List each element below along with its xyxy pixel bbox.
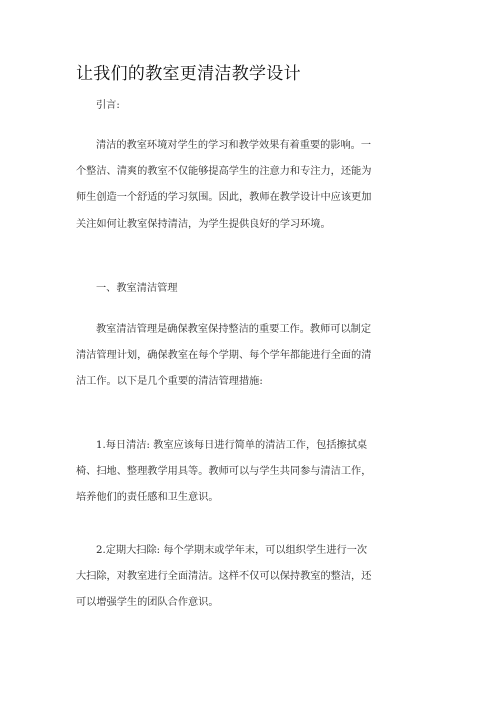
- paragraph-daily-cleaning: [76, 433, 422, 512]
- paragraph-line: 椅、扫地、整理教学用具等。教师可以与学生共同参与清洁工作，: [76, 466, 372, 478]
- paragraph-line: 1.每日清洁: 教室应该每日进行简单的清洁工作，包括擦拭桌: [96, 440, 368, 451]
- paragraph-management: [76, 317, 422, 396]
- paragraph-line: 清洁的教室环境对学生的学习和教学效果有着重要的影响。一: [96, 140, 372, 151]
- paragraph-line: 教室清洁管理是确保教室保持整洁的重要工作。教师可以制定: [96, 324, 372, 335]
- paragraph-line: 2.定期大扫除: 每个学期末或学年末，可以组织学生进行一次: [96, 545, 368, 556]
- section-heading-cleaning-management: [76, 276, 422, 302]
- paragraph-line: 个整洁、清爽的教室不仅能够提高学生的注意力和专注力，还能为: [76, 166, 372, 178]
- paragraph-regular-cleanup: [76, 538, 422, 617]
- paragraph-line: 洁工作。以下是几个重要的清洁管理措施:: [76, 376, 263, 388]
- paragraph-line: 关注如何让教室保持清洁，为学生提供良好的学习环境。: [76, 218, 331, 230]
- paragraph-intro: [76, 133, 422, 238]
- section-heading-text: 一、教室清洁管理: [96, 283, 178, 294]
- paragraph-line: 清洁管理计划，确保教室在每个学期、每个学年都能进行全面的清: [76, 350, 372, 362]
- intro-heading: [76, 93, 422, 119]
- intro-heading-text: 引言:: [96, 100, 120, 111]
- paragraph-line: 可以增强学生的团队合作意识。: [76, 597, 219, 609]
- paragraph-line: 培养他们的责任感和卫生意识。: [76, 492, 219, 504]
- document-title: 让我们的教室更清洁教学设计: [76, 64, 301, 84]
- paragraph-line: 大扫除，对教室进行全面清洁。这样不仅可以保持教室的整洁，还: [76, 571, 372, 583]
- paragraph-line: 师生创造一个舒适的学习氛围。因此，教师在教学设计中应该更加: [76, 192, 372, 204]
